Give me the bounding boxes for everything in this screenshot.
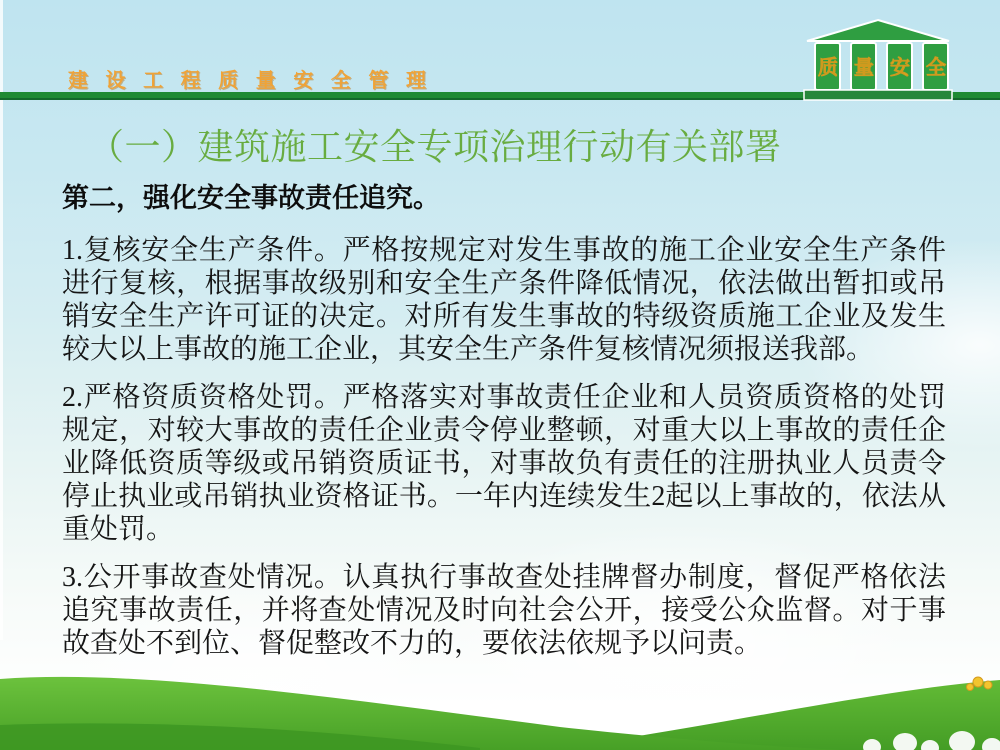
slide-body	[62, 182, 946, 675]
paragraph-2: 2.严格资质资格处罚。严格落实对事故责任企业和人员资质资格的处罚规定，对较大事故的责任企业责令停业整顿，对重大以上事故的责任企业降低资质等级或吊销资质证书，对事故负有责任的注册执业人员责令停止执业或吊销执业资格证书。一年内连续发生2起以上事故的，依法从重处罚。	[62, 382, 946, 545]
subheading: 第二，强化安全事故责任追究。	[62, 183, 440, 213]
logo-char: 全	[926, 57, 946, 79]
logo-roof	[807, 20, 949, 41]
grass-hills	[0, 635, 1000, 750]
logo-char: 质	[818, 57, 838, 79]
paragraph-1: 1.复核安全生产条件。严格按规定对发生事故的施工企业安全生产条件进行复核，根据事故级别和安全生产条件降低情况，依法做出暂扣或吊销安全生产许可证的决定。对所有发生事故的特级资质施工企业及发生较大以上事故的施工企业，其安全生产条件复核情况须报送我部。	[62, 235, 946, 365]
logo-char: 量	[854, 57, 874, 79]
slide-title: （一）建筑施工安全专项治理行动有关部署	[88, 127, 782, 167]
header-title: 建 设 工 程 质 量 安 全 管 理	[68, 70, 433, 92]
logo-base	[804, 90, 952, 100]
quality-safety-temple-logo	[798, 14, 958, 102]
paragraph-3: 3.公开事故查处情况。认真执行事故查处挂牌督办制度，督促严格依法追究事故责任，并将查处情况及时向社会公开，接受公众监督。对于事故查处不到位、督促整改不力的，要依法依规予以问责。	[62, 562, 946, 659]
logo-char: 安	[890, 57, 910, 79]
